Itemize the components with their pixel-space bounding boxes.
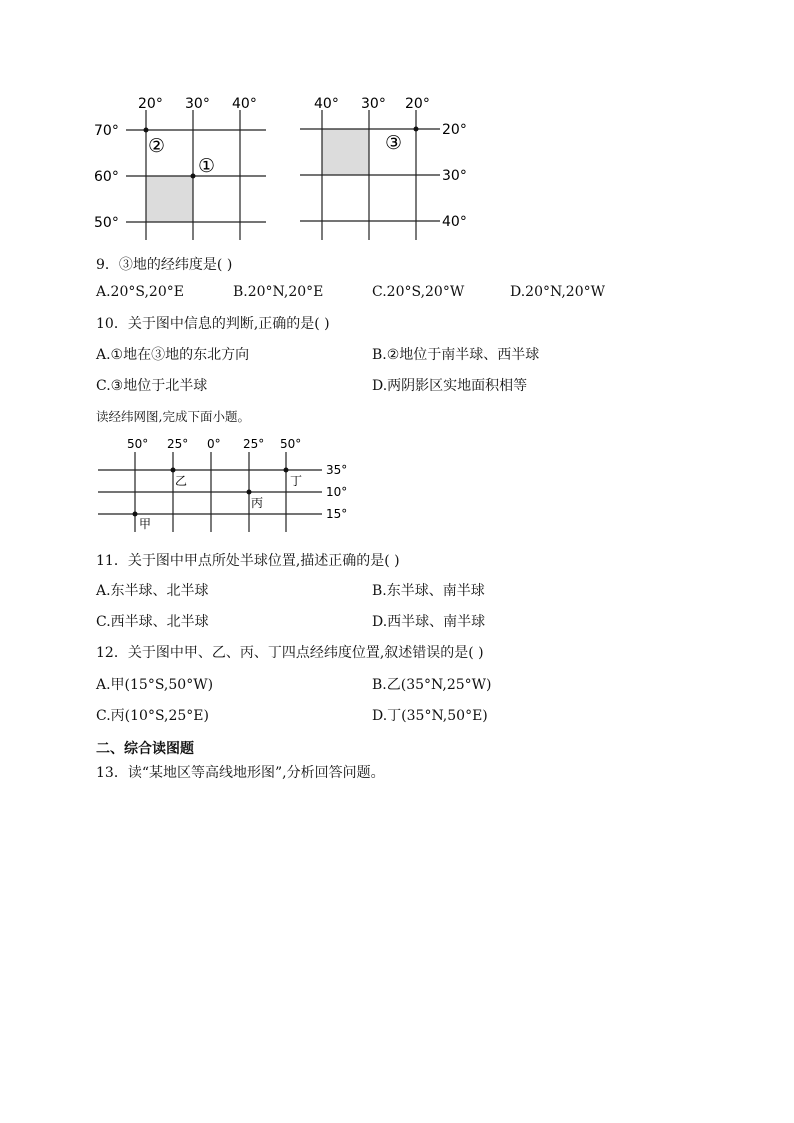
q10-option-b[interactable]: B.②地位于南半球、西半球 bbox=[372, 347, 540, 363]
point-yi-dot bbox=[171, 468, 176, 473]
shaded-region-1 bbox=[146, 176, 193, 222]
mark-2: ② bbox=[148, 135, 166, 157]
point-1-dot bbox=[191, 174, 196, 179]
q9-option-c[interactable]: C.20°S,20°W bbox=[372, 284, 465, 300]
fig3-right-label-0: 35° bbox=[326, 463, 348, 477]
q11-option-d[interactable]: D.西半球、南半球 bbox=[372, 614, 486, 630]
question-9-stem: 9．③地的经纬度是( ) bbox=[96, 257, 233, 273]
section-2-title: 二、综合读图题 bbox=[96, 741, 194, 757]
graticule-figure-2 bbox=[296, 92, 476, 244]
question-13-stem: 13．读“某地区等高线地形图”,分析回答问题。 bbox=[96, 765, 385, 781]
question-10-stem: 10．关于图中信息的判断,正确的是( ) bbox=[96, 316, 330, 332]
q10-option-a[interactable]: A.①地在③地的东北方向 bbox=[96, 347, 250, 363]
point-ding-label: 丁 bbox=[290, 474, 303, 488]
point-bing-dot bbox=[247, 490, 252, 495]
q12-option-a[interactable]: A.甲(15°S,50°W) bbox=[96, 677, 214, 693]
fig1-left-label-2: 50° bbox=[94, 215, 119, 231]
point-2-dot bbox=[144, 128, 149, 133]
fig3-top-label-1: 25° bbox=[167, 437, 189, 451]
q12-option-d[interactable]: D.丁(35°N,50°E) bbox=[372, 708, 488, 724]
q9-option-d[interactable]: D.20°N,20°W bbox=[510, 284, 605, 300]
mark-3: ③ bbox=[385, 132, 403, 154]
fig2-top-label-2: 20° bbox=[405, 96, 430, 112]
fig1-left-label-1: 60° bbox=[94, 169, 119, 185]
graticule-figure-1 bbox=[88, 92, 288, 244]
fig3-top-label-2: 0° bbox=[207, 437, 221, 451]
fig1-top-label-0: 20° bbox=[138, 96, 163, 112]
fig3-top-label-0: 50° bbox=[127, 437, 149, 451]
point-jia-label: 甲 bbox=[139, 517, 152, 531]
q12-option-c[interactable]: C.丙(10°S,25°E) bbox=[96, 708, 209, 724]
point-3-dot bbox=[414, 127, 419, 132]
fig3-top-label-4: 50° bbox=[280, 437, 302, 451]
mark-1: ① bbox=[198, 155, 216, 177]
fig3-right-label-1: 10° bbox=[326, 485, 348, 499]
question-11-stem: 11．关于图中甲点所处半球位置,描述正确的是( ) bbox=[96, 553, 400, 569]
q11-option-c[interactable]: C.西半球、北半球 bbox=[96, 614, 209, 630]
q11-option-b[interactable]: B.东半球、南半球 bbox=[372, 583, 485, 599]
point-bing-label: 丙 bbox=[251, 496, 264, 510]
q12-option-b[interactable]: B.乙(35°N,25°W) bbox=[372, 677, 492, 693]
graticule-figure-3 bbox=[96, 434, 366, 534]
question-12-stem: 12．关于图中甲、乙、丙、丁四点经纬度位置,叙述错误的是( ) bbox=[96, 645, 484, 661]
fig3-top-label-3: 25° bbox=[243, 437, 265, 451]
q10-option-d[interactable]: D.两阴影区实地面积相等 bbox=[372, 378, 528, 394]
fig1-top-label-2: 40° bbox=[232, 96, 257, 112]
fig2-right-label-1: 30° bbox=[442, 168, 467, 184]
fig1-left-label-0: 70° bbox=[94, 123, 119, 139]
q10-option-c[interactable]: C.③地位于北半球 bbox=[96, 378, 208, 394]
point-ding-dot bbox=[284, 468, 289, 473]
q9-option-a[interactable]: A.20°S,20°E bbox=[96, 284, 184, 300]
fig2-top-label-0: 40° bbox=[314, 96, 339, 112]
fig2-top-label-1: 30° bbox=[361, 96, 386, 112]
fig2-right-label-2: 40° bbox=[442, 214, 467, 230]
q9-option-b[interactable]: B.20°N,20°E bbox=[233, 284, 324, 300]
reading-instruction: 读经纬网图,完成下面小题。 bbox=[96, 409, 250, 424]
point-yi-label: 乙 bbox=[175, 474, 188, 488]
fig1-top-label-1: 30° bbox=[185, 96, 210, 112]
shaded-region-2 bbox=[322, 129, 369, 175]
fig2-right-label-0: 20° bbox=[442, 122, 467, 138]
point-jia-dot bbox=[133, 512, 138, 517]
q11-option-a[interactable]: A.东半球、北半球 bbox=[96, 583, 209, 599]
fig3-right-label-2: 15° bbox=[326, 507, 348, 521]
